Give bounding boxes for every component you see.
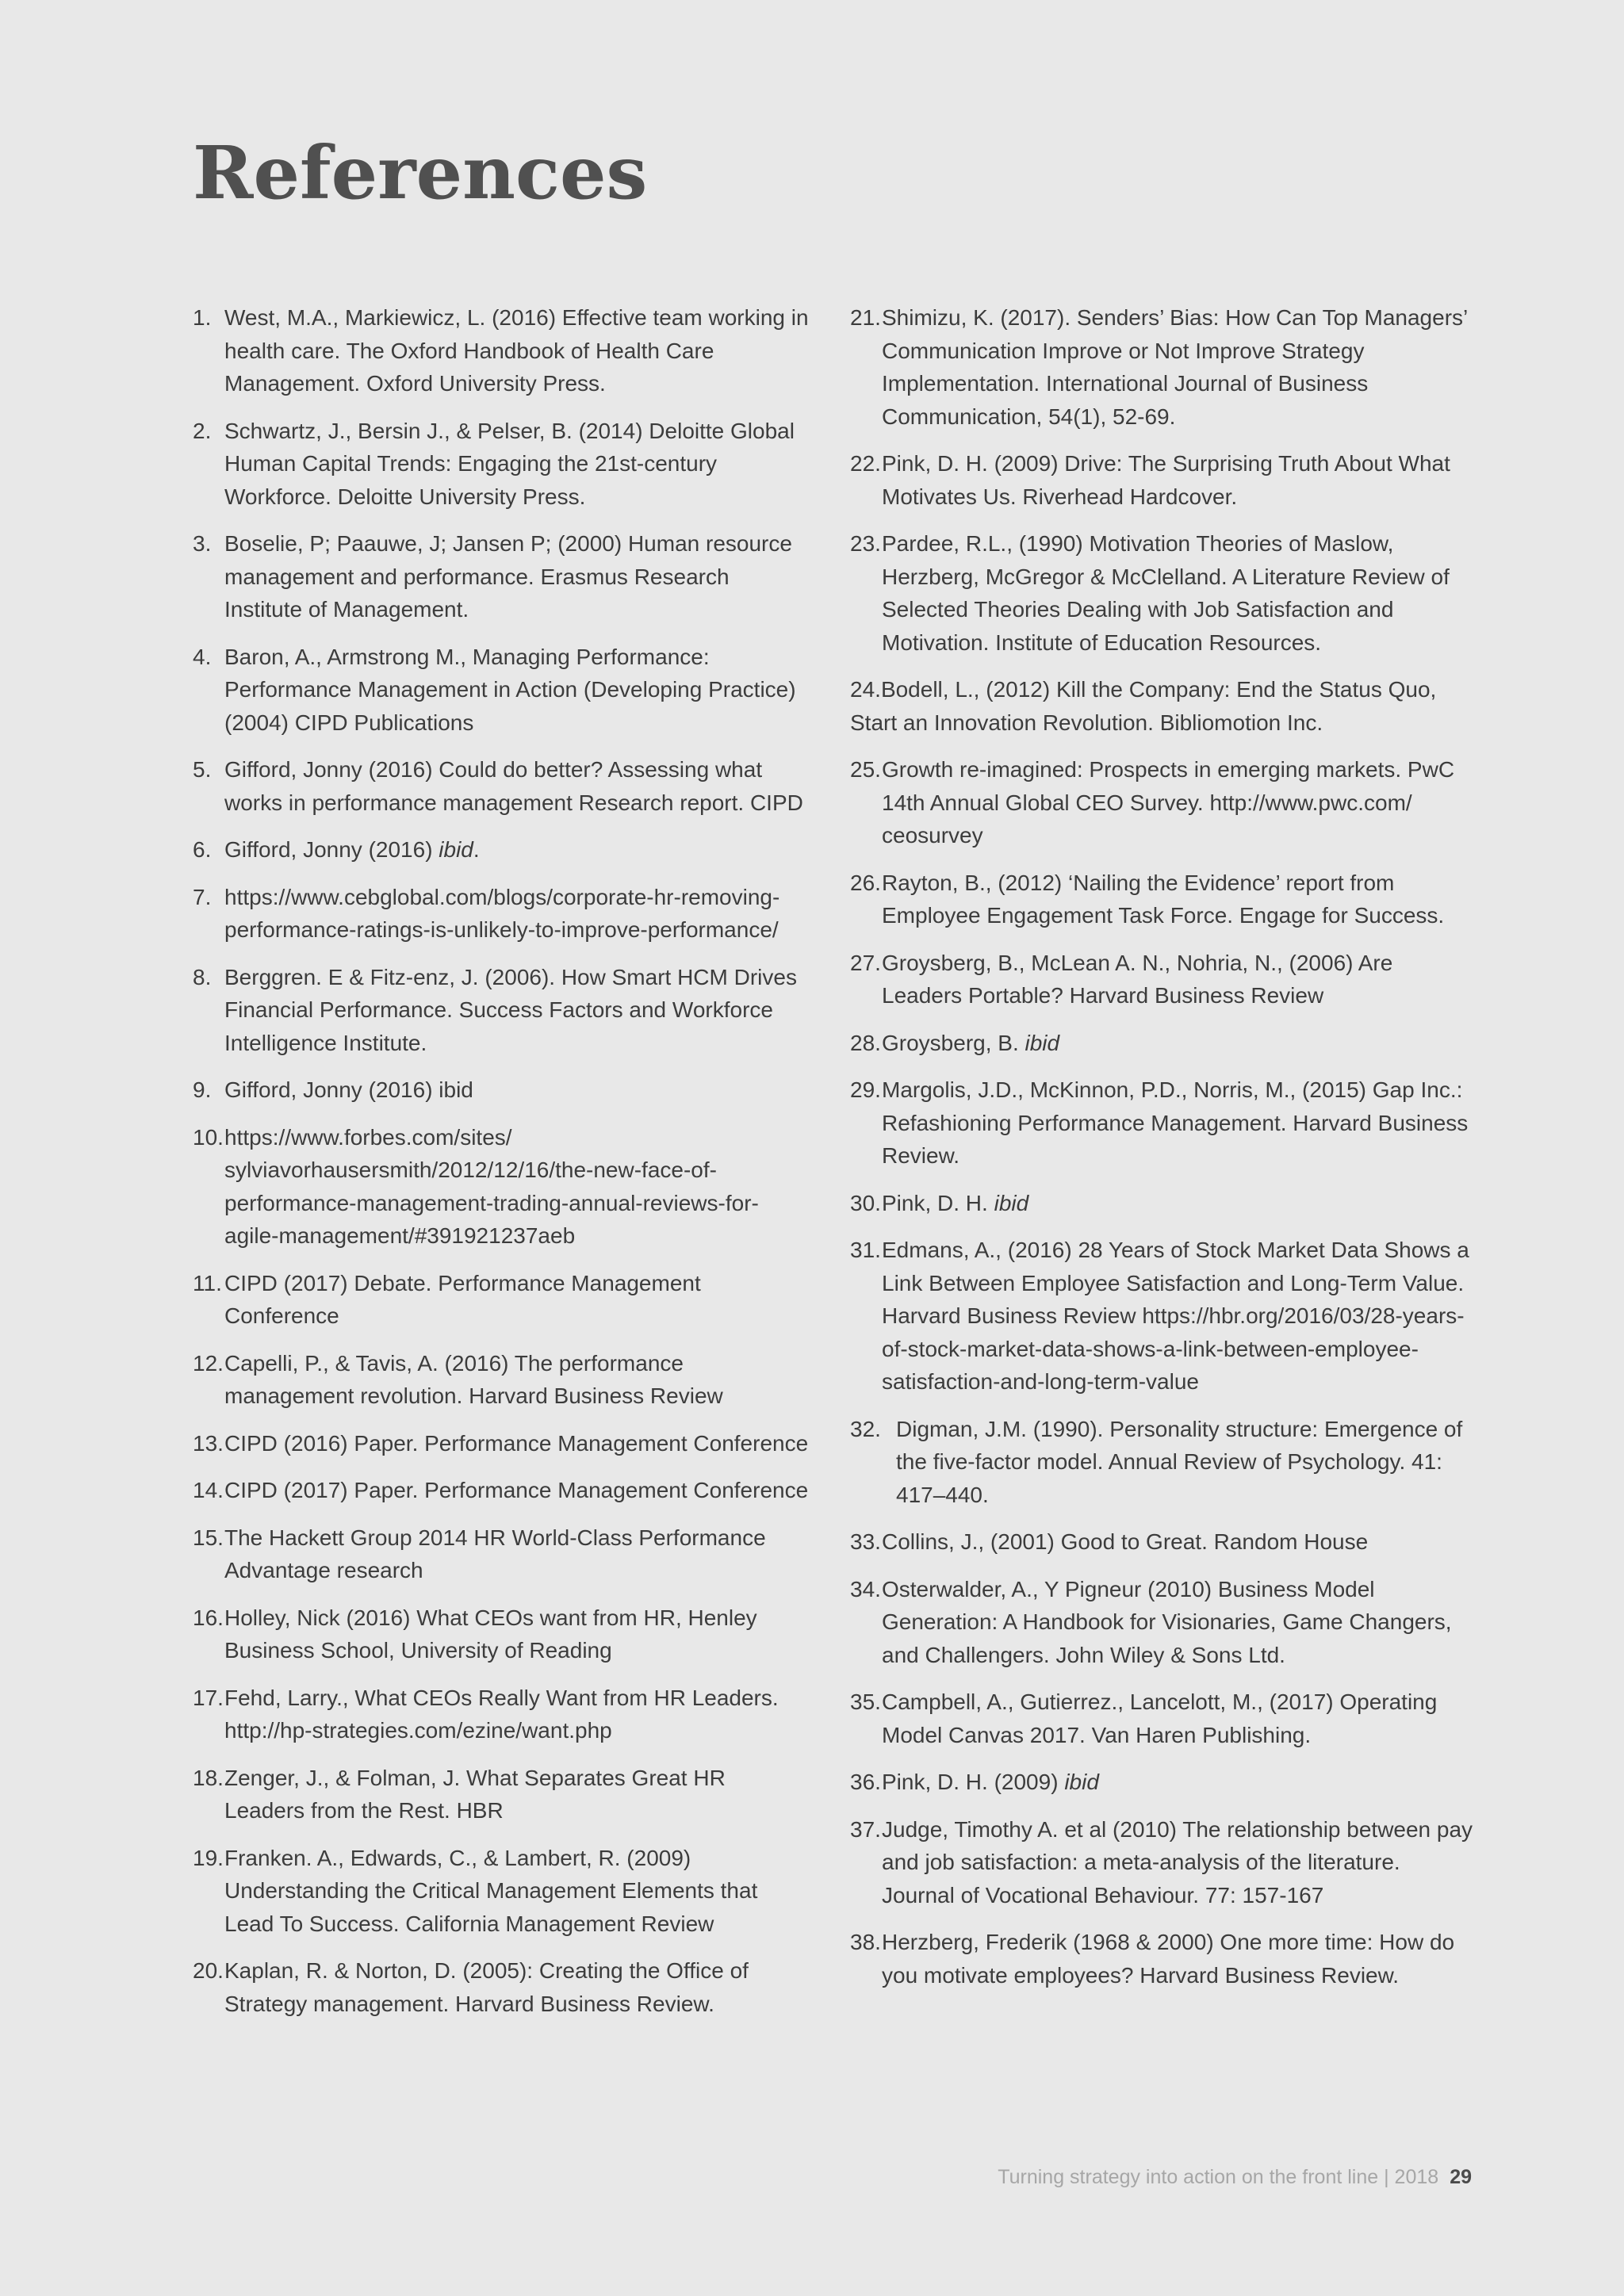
- reference-item: [850, 673, 1477, 739]
- reference-item: [850, 1766, 1477, 1799]
- reference-text: Kaplan, R. & Norton, D. (2005): Creating the Office of Strategy management. Harvard Business Review.: [224, 1958, 749, 2016]
- reference-item: [193, 1521, 811, 1587]
- reference-text: Campbell, A., Gutierrez., Lancelott, M., (2017) Operating Model Canvas 2017. Van Haren Publishing.: [882, 1689, 1438, 1747]
- reference-number: 35.: [850, 1689, 881, 1714]
- reference-text: Gifford, Jonny (2016) Could do better? Assessing what works in performance management Research report. CIPD: [224, 757, 803, 815]
- references-list-right: [850, 301, 1477, 2006]
- reference-text: Fehd, Larry., What CEOs Really Want from HR Leaders. http://hp-strategies.com/ezine/want.php: [224, 1685, 779, 1743]
- reference-item: [193, 301, 811, 400]
- reference-text: Zenger, J., & Folman, J. What Separates Great HR Leaders from the Rest. HBR: [224, 1765, 726, 1823]
- reference-item: [850, 1813, 1477, 1912]
- reference-text: Edmans, A., (2016) 28 Years of Stock Market Data Shows a Link Between Employee Satisfaction and Long-Term Value. Harvard Business Review https://hbr.org/2016/03/28-years-of-stock-market-data-shows-a-link-between-employee-satisfaction-and-long-term-value: [882, 1238, 1469, 1394]
- page-title: References: [193, 130, 648, 216]
- reference-item: [850, 1073, 1477, 1173]
- reference-number: 24.: [850, 677, 881, 702]
- reference-text: Judge, Timothy A. et al (2010) The relationship between pay and job satisfaction: a meta-analysis of the literature. Journal of Vocational Behaviour. 77: 157-167: [882, 1816, 1473, 1908]
- reference-item: [850, 1413, 1477, 1512]
- reference-number: 8.: [193, 964, 212, 989]
- reference-text: Bodell, L., (2012) Kill the Company: End the Status Quo, Start an Innovation Revolution. Bibliomotion Inc.: [850, 677, 1437, 735]
- reference-item: [193, 527, 811, 626]
- reference-item: [193, 1474, 811, 1507]
- reference-text: Franken. A., Edwards, C., & Lambert, R. (2009) Understanding the Critical Management Elements that Lead To Success. California Management Review: [224, 1845, 758, 1936]
- reference-number: 15.: [193, 1525, 224, 1550]
- reference-number: 38.: [850, 1930, 881, 1954]
- reference-number: 23.: [850, 531, 881, 556]
- reference-link-text: https://www.forbes.com/sites/ sylviavorhausersmith/2012/12/16/the-new-face-of-performance-management-trading-annual-reviews-for-agile-management/#391921237aeb: [224, 1124, 759, 1248]
- reference-text-main: Pink, D. H.: [882, 1190, 994, 1215]
- reference-item: [193, 415, 811, 514]
- reference-text: [882, 1187, 1477, 1220]
- reference-number: 19.: [193, 1845, 224, 1870]
- reference-item: [850, 1234, 1477, 1399]
- reference-item: [193, 1842, 811, 1941]
- reference-text: Collins, J., (2001) Good to Great. Random House: [882, 1529, 1369, 1554]
- reference-number: 4.: [193, 644, 212, 669]
- reference-number: 22.: [850, 451, 881, 476]
- reference-text: Shimizu, K. (2017). Senders’ Bias: How Can Top Managers’ Communication Improve or Not Improve Strategy Implementation. International Journal of Business Communication, 54(1), 52-69.: [882, 305, 1468, 429]
- reference-text: Schwartz, J., Bersin J., & Pelser, B. (2014) Deloitte Global Human Capital Trends: Engaging the 21st-century Workforce. Deloitte University Press.: [224, 418, 795, 509]
- reference-text: Osterwalder, A., Y Pigneur (2010) Business Model Generation: A Handbook for Visionaries, Game Changers, and Challengers. John Wiley & Sons Ltd.: [882, 1576, 1452, 1667]
- reference-ibid: ibid: [994, 1190, 1029, 1215]
- reference-item: [193, 1601, 811, 1667]
- reference-item: [850, 1187, 1477, 1220]
- reference-item: [193, 1427, 811, 1460]
- reference-text: West, M.A., Markiewicz, L. (2016) Effective team working in health care. The Oxford Handbook of Health Care Management. Oxford University Press.: [224, 305, 809, 396]
- reference-item: [850, 753, 1477, 852]
- references-list-left: [193, 301, 811, 2034]
- reference-number: 33.: [850, 1529, 881, 1554]
- reference-text: [224, 833, 811, 867]
- reference-number: 20.: [193, 1958, 224, 1983]
- reference-number: 6.: [193, 837, 212, 862]
- reference-number: 37.: [850, 1816, 881, 1842]
- reference-ibid: ibid: [1025, 1030, 1060, 1055]
- reference-item: [193, 1267, 811, 1333]
- reference-text: Holley, Nick (2016) What CEOs want from HR, Henley Business School, University of Reading: [224, 1605, 757, 1663]
- reference-number: 13.: [193, 1430, 224, 1456]
- reference-number: 26.: [850, 870, 881, 895]
- reference-item: [850, 527, 1477, 659]
- reference-item: [193, 753, 811, 819]
- reference-number: 11.: [193, 1270, 222, 1295]
- reference-text: Gifford, Jonny (2016) ibid: [224, 1077, 473, 1102]
- reference-number: 16.: [193, 1605, 224, 1630]
- reference-item: [193, 961, 811, 1060]
- reference-ibid: ibid: [1064, 1770, 1099, 1794]
- reference-item: [193, 1954, 811, 2020]
- reference-item: [193, 1762, 811, 1827]
- reference-item: [850, 1686, 1477, 1751]
- reference-item: [193, 1073, 811, 1107]
- reference-number: 3.: [193, 531, 212, 556]
- reference-text-tail: .: [473, 837, 480, 862]
- reference-number: 25.: [850, 757, 881, 782]
- reference-number: 29.: [850, 1077, 881, 1102]
- reference-text: CIPD (2016) Paper. Performance Management Conference: [224, 1430, 809, 1456]
- reference-item: [193, 1347, 811, 1413]
- reference-text-main: Gifford, Jonny (2016): [224, 837, 439, 862]
- reference-item: [850, 947, 1477, 1012]
- page-footer: [998, 2163, 1472, 2191]
- reference-link-text: https://www.cebglobal.com/blogs/corporate-hr-removing-performance-ratings-is-unlikely-to-improve-performance/: [224, 884, 780, 942]
- reference-text: Pardee, R.L., (1990) Motivation Theories of Maslow, Herzberg, McGregor & McClelland. A Literature Review of Selected Theories Dealing with Job Satisfaction and Motivation. Institute of Education Resources.: [882, 531, 1450, 655]
- page-number: 29: [1450, 2166, 1472, 2188]
- reference-text: Boselie, P; Paauwe, J; Jansen P; (2000) Human resource management and performance. Erasmus Research Institute of Management.: [224, 531, 792, 622]
- reference-number: 1.: [193, 305, 212, 330]
- footer-text: Turning strategy into action on the front line | 2018: [998, 2166, 1439, 2188]
- reference-number: 36.: [850, 1770, 881, 1794]
- reference-item: [850, 1525, 1477, 1559]
- reference-number: 12.: [193, 1350, 224, 1376]
- reference-item: [193, 641, 811, 740]
- reference-text: [882, 1766, 1477, 1799]
- reference-text: Growth re-imagined: Prospects in emerging markets. PwC 14th Annual Global CEO Survey. http://www.pwc.com/ ceosurvey: [882, 757, 1455, 848]
- reference-text: Rayton, B., (2012) ‘Nailing the Evidence’ report from Employee Engagement Task Force. Engage for Success.: [882, 870, 1445, 928]
- reference-number: 34.: [850, 1576, 881, 1601]
- reference-item: [193, 881, 811, 947]
- reference-item: [850, 447, 1477, 513]
- reference-text: [882, 1027, 1477, 1060]
- reference-text: Berggren. E & Fitz-enz, J. (2006). How Smart HCM Drives Financial Performance. Success Factors and Workforce Intelligence Institute.: [224, 964, 797, 1055]
- reference-text: Baron, A., Armstrong M., Managing Performance: Performance Management in Action (Developing Practice) (2004) CIPD Publications: [224, 644, 796, 735]
- reference-item: [193, 1121, 811, 1253]
- reference-text: Herzberg, Frederik (1968 & 2000) One more time: How do you motivate employees? Harvard Business Review.: [882, 1930, 1455, 1988]
- reference-number: 10.: [193, 1124, 224, 1150]
- reference-number: 18.: [193, 1765, 224, 1790]
- reference-text: Capelli, P., & Tavis, A. (2016) The performance management revolution. Harvard Business Review: [224, 1350, 723, 1408]
- reference-number: 21.: [850, 305, 881, 330]
- reference-item: [850, 1573, 1477, 1672]
- reference-text: The Hackett Group 2014 HR World-Class Performance Advantage research: [224, 1525, 766, 1582]
- reference-number: 28.: [850, 1030, 881, 1055]
- reference-number: 17.: [193, 1685, 224, 1710]
- reference-text: CIPD (2017) Paper. Performance Management Conference: [224, 1478, 809, 1502]
- reference-number: 9.: [193, 1077, 212, 1102]
- reference-text: Margolis, J.D., McKinnon, P.D., Norris, M., (2015) Gap Inc.: Refashioning Performance Management. Harvard Business Review.: [882, 1077, 1469, 1168]
- reference-number: 2.: [193, 418, 212, 443]
- reference-number: 7.: [193, 884, 212, 909]
- reference-number: 32.: [850, 1416, 881, 1441]
- reference-text-main: Pink, D. H. (2009): [882, 1770, 1065, 1794]
- reference-number: 31.: [850, 1238, 881, 1262]
- reference-text: Pink, D. H. (2009) Drive: The Surprising Truth About What Motivates Us. Riverhead Hardcover.: [882, 451, 1450, 509]
- reference-number: 27.: [850, 950, 881, 975]
- reference-text: CIPD (2017) Debate. Performance Management Conference: [224, 1270, 701, 1328]
- reference-item: [850, 1027, 1477, 1060]
- reference-text: Groysberg, B., McLean A. N., Nohria, N., (2006) Are Leaders Portable? Harvard Business Review: [882, 950, 1393, 1008]
- reference-item: [850, 301, 1477, 433]
- reference-number: 30.: [850, 1190, 881, 1215]
- reference-item: [850, 867, 1477, 932]
- reference-item: [850, 1926, 1477, 1992]
- reference-item: [193, 1682, 811, 1747]
- reference-ibid: ibid: [439, 837, 473, 862]
- reference-number: 5.: [193, 757, 212, 782]
- reference-number: 14.: [193, 1478, 224, 1502]
- reference-item: [193, 833, 811, 867]
- reference-text: Digman, J.M. (1990). Personality structure: Emergence of the five-factor model. Annual Review of Psychology. 41: 417–440.: [896, 1416, 1463, 1507]
- reference-text-main: Groysberg, B.: [882, 1030, 1025, 1055]
